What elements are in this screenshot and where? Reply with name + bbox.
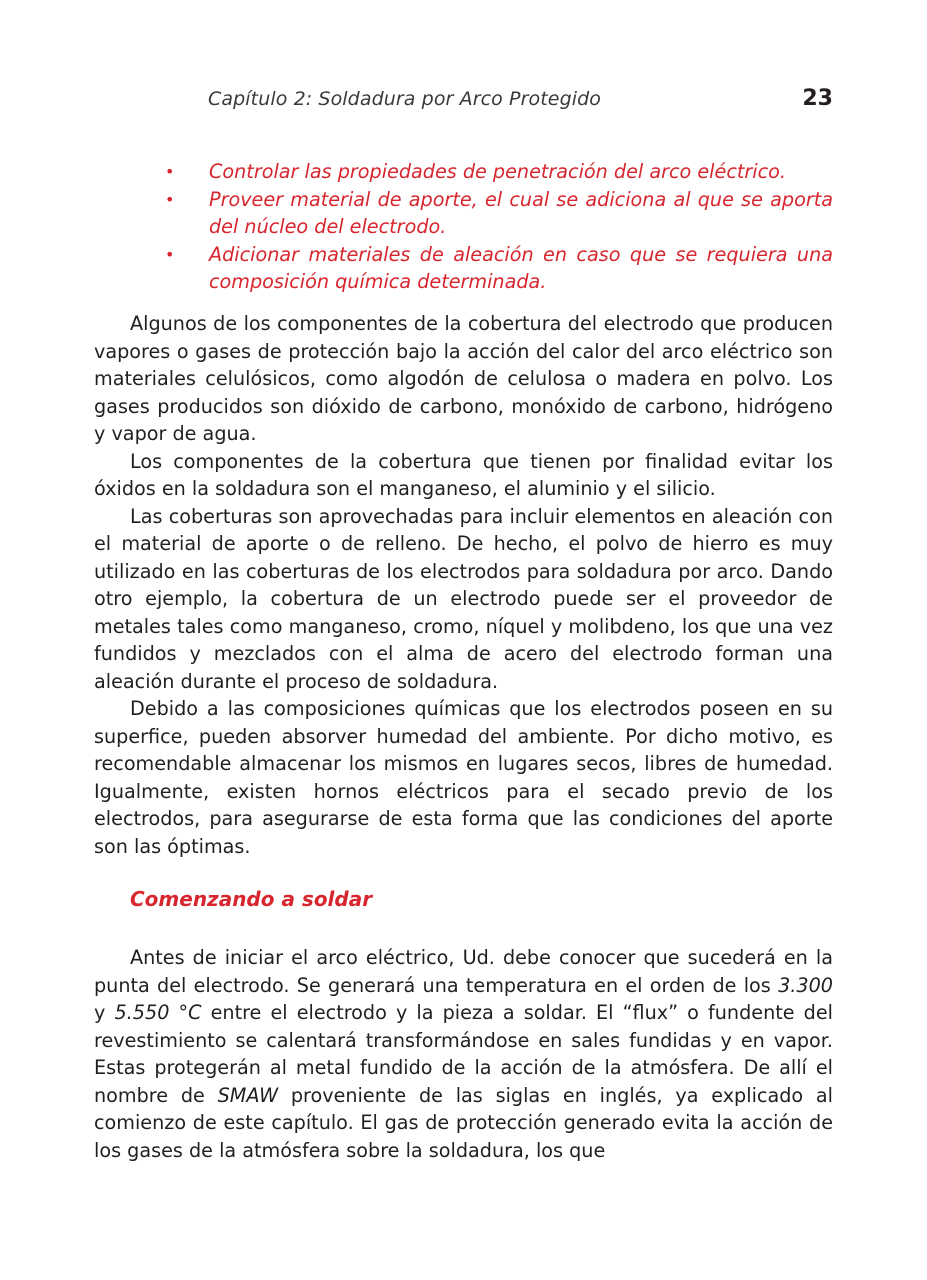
paragraph: Los componentes de la cobertura que tienen por finalidad evitar los óxidos en la soldadura son el manganeso, el aluminio y el silicio. bbox=[94, 449, 833, 500]
paragraph: Algunos de los componentes de la cobertura del electrodo que producen vapores o gases de protección bajo la acción del calor del arco eléctrico son materiales celulósicos, como algodón de celulosa o madera en polvo. Los gases producidos son dióxido de carbono, monóxido de carbono, hidrógeno y vapor de agua. bbox=[94, 312, 833, 445]
page-number: 23 bbox=[802, 86, 833, 111]
text-run: y bbox=[94, 1001, 115, 1024]
bullet-icon: • bbox=[165, 244, 175, 264]
running-title: Capítulo 2: Soldadura por Arco Protegido bbox=[208, 88, 601, 110]
list-item-text: Proveer material de aporte, el cual se adiciona al que se aporta del núcleo del electrodo. bbox=[209, 187, 833, 238]
paragraph bbox=[94, 944, 833, 1164]
bullet-icon: • bbox=[165, 162, 175, 181]
acronym: SMAW bbox=[217, 1083, 279, 1107]
body-text-block bbox=[94, 310, 833, 860]
paragraph: Las coberturas son aprovechadas para incluir elementos en aleación con el material de aporte o de relleno. De hecho, el polvo de hierro es muy utilizado en las coberturas de los electrodos para soldadura por arco. Dando otro ejemplo, la cobertura de un electrodo puede ser el proveedor de metales tales como manganeso, cromo, níquel y molibdeno, los que una vez fundidos y mezclados con el alma de acero del electrodo forman una aleación durante el proceso de soldadura. bbox=[94, 504, 833, 693]
text-run: proveniente de las siglas en inglés, ya explicado al comienzo de este capítulo. El gas de protección generado evita la acción de los gases de la atmósfera sobre la soldadura, los que bbox=[94, 1083, 833, 1162]
list-item bbox=[165, 186, 833, 241]
bullet-list bbox=[165, 158, 833, 296]
list-item-text: Adicionar materiales de aleación en caso que se requiera una composición química determinada. bbox=[209, 242, 833, 293]
bullet-icon: • bbox=[165, 189, 175, 209]
paragraph: Debido a las composiciones químicas que los electrodos poseen en su superfice, pueden absorver humedad del ambiente. Por dicho motivo, es recomendable almacenar los mismos en lugares secos, libres de humedad. Igualmente, existen hornos eléctricos para el secado previo de los electrodos, para asegurarse de esta forma que las condiciones del aporte son las óptimas. bbox=[94, 697, 833, 858]
list-item bbox=[165, 241, 833, 296]
temperature-high: 5.550 °C bbox=[114, 1001, 202, 1024]
text-run: Antes de iniciar el arco eléctrico, Ud. debe conocer que sucederá en la punta del electrodo. Se generará una temperatura en el orden de los bbox=[94, 946, 833, 997]
section-heading: Comenzando a soldar bbox=[130, 887, 373, 911]
list-item bbox=[165, 158, 833, 186]
text-run: entre el electrodo y la pieza a soldar. El “flux” o fundente del revestimiento se calentará transformándose en sales fundidas y en vapor. Estas protegerán al metal fundido de la acción de la atmósfera. De allí el nombre de bbox=[94, 1001, 833, 1107]
body-text-block bbox=[94, 944, 833, 1164]
temperature-low: 3.300 bbox=[778, 973, 833, 997]
list-item-text: Controlar las propiedades de penetración del arco eléctrico. bbox=[209, 160, 787, 183]
